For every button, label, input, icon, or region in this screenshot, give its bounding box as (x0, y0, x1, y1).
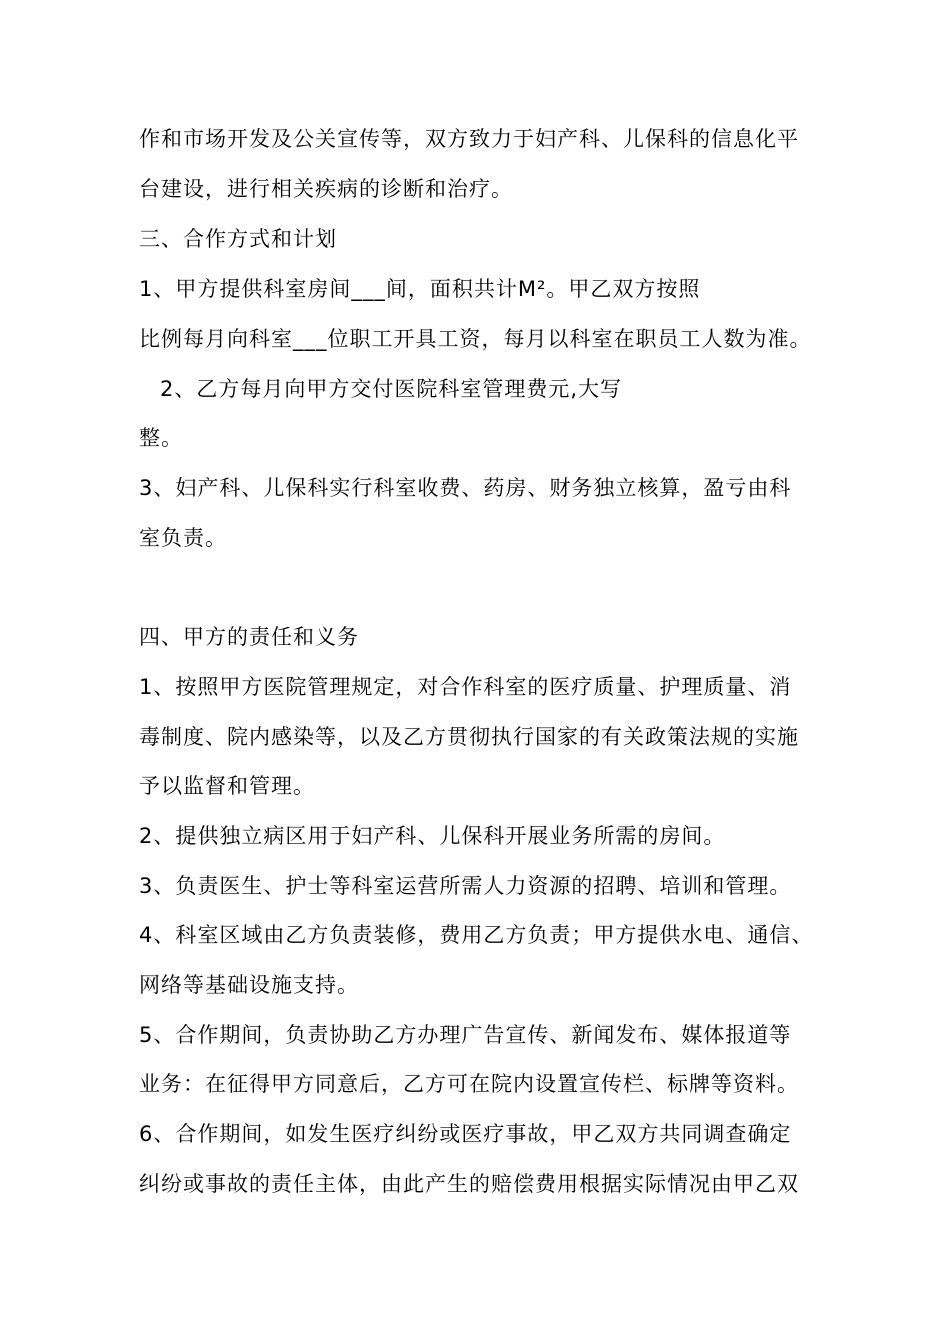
paragraph-line: 2、乙方每月向甲方交付医院科室管理费元,大写 (160, 377, 623, 401)
paragraph-line: 室负责。 (139, 526, 227, 550)
paragraph-line: 网络等基础设施支持。 (139, 973, 359, 997)
paragraph-line: 1、按照甲方医院管理规定，对合作科室的医疗质量、护理质量、消 (139, 675, 792, 699)
paragraph-line: 台建设，进行相关疾病的诊断和治疗。 (139, 177, 513, 201)
paragraph-line: 作和市场开发及公关宣传等，双方致力于妇产科、儿保科的信息化平 (139, 127, 799, 151)
paragraph-line: 纠纷或事故的责任主体，由此产生的赔偿费用根据实际情况由甲乙双 (139, 1172, 799, 1196)
paragraph-line: 1、甲方提供科室房间___间，面积共计M²。甲乙双方按照 (139, 277, 701, 301)
section-heading: 三、合作方式和计划 (139, 227, 337, 251)
paragraph-line: 3、负责医生、护士等科室运营所需人力资源的招聘、培训和管理。 (139, 874, 792, 898)
paragraph-line: 2、提供独立病区用于妇产科、儿保科开展业务所需的房间。 (139, 824, 726, 848)
paragraph-line: 整。 (139, 426, 183, 450)
section-heading: 四、甲方的责任和义务 (139, 625, 359, 649)
paragraph-line: 比例每月向科室___位职工开具工资，每月以科室在职员工人数为准。 (139, 327, 812, 351)
paragraph-line: 3、妇产科、儿保科实行科室收费、药房、财务独立核算，盈亏由科 (139, 476, 792, 500)
paragraph-line: 予以监督和管理。 (139, 774, 315, 798)
paragraph-line: 5、合作期间，负责协助乙方办理广告宣传、新闻发布、媒体报道等 (139, 1023, 792, 1047)
paragraph-line: 6、合作期间，如发生医疗纠纷或医疗事故，甲乙双方共同调查确定 (139, 1122, 792, 1146)
paragraph-line: 4、科室区域由乙方负责装修，费用乙方负责；甲方提供水电、通信、 (139, 923, 814, 947)
paragraph-line: 毒制度、院内感染等，以及乙方贯彻执行国家的有关政策法规的实施 (139, 725, 799, 749)
paragraph-line: 业务：在征得甲方同意后，乙方可在院内设置宣传栏、标牌等资料。 (139, 1072, 799, 1096)
